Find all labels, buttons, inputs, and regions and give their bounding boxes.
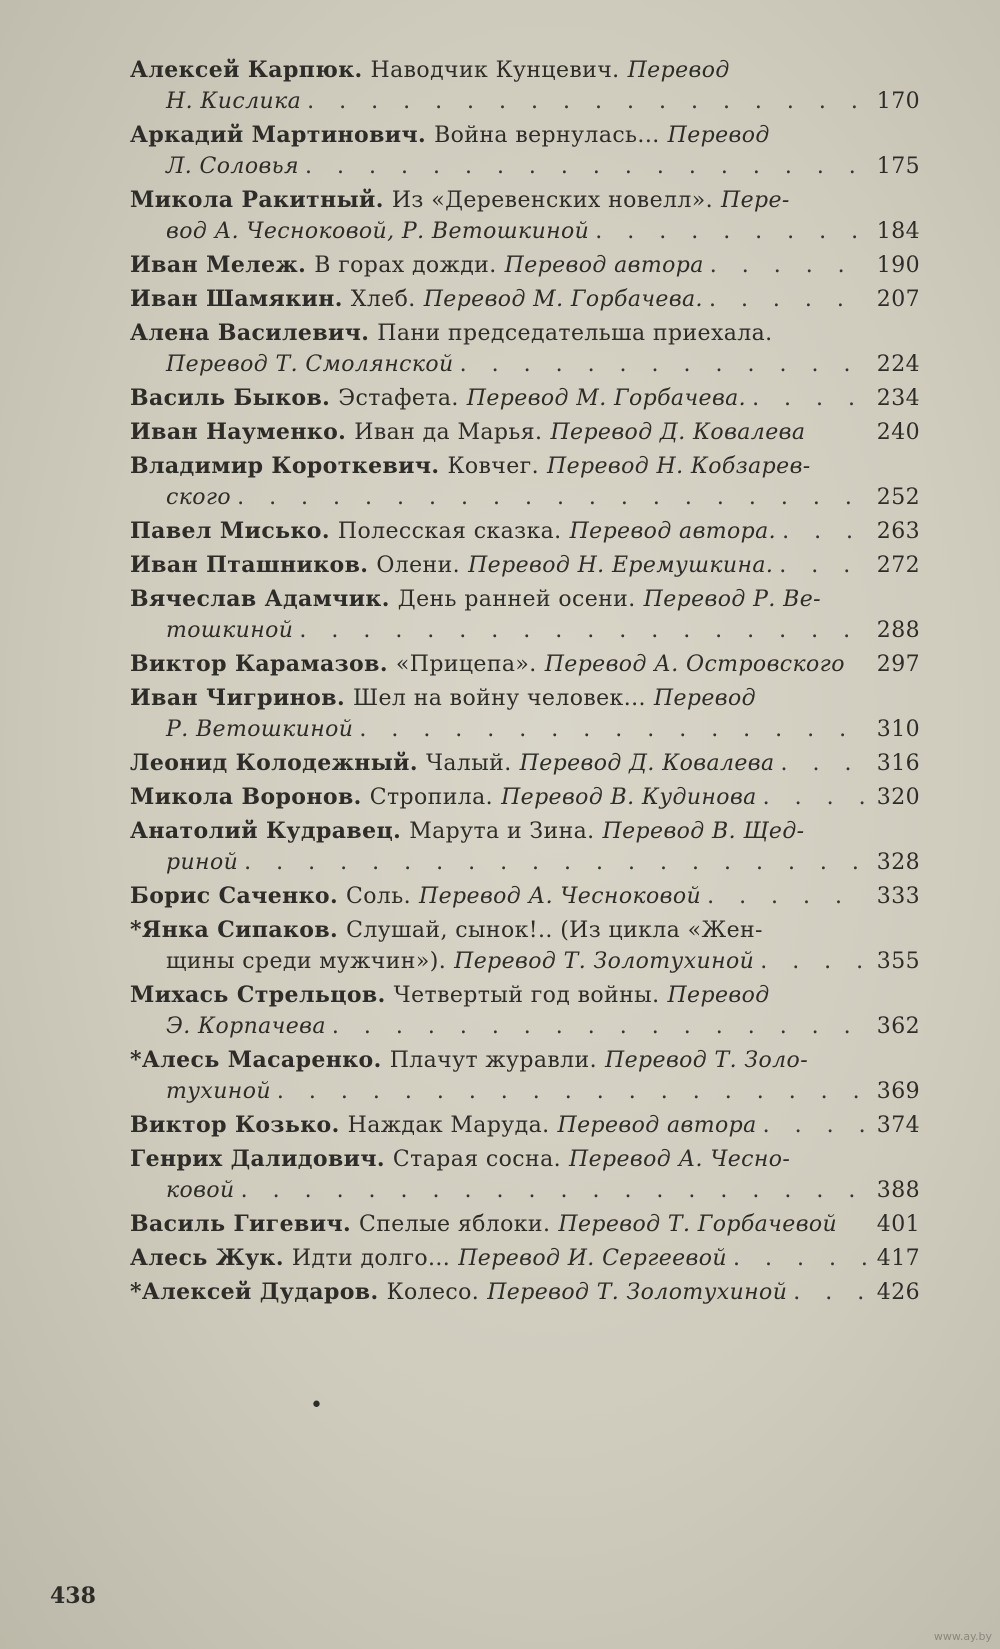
toc-line: [130, 816, 920, 847]
translator-credit: Э. Корпачева: [166, 1014, 326, 1039]
toc-page-number: 374: [876, 1113, 920, 1138]
work-title: Наждак Маруда.: [347, 1113, 550, 1138]
toc-continuation-line: [130, 946, 920, 977]
dot-leader: [595, 216, 866, 247]
toc-entry: [130, 782, 920, 813]
toc-page-number: 252: [876, 485, 920, 510]
translator-credit: Перевод автора: [557, 1113, 757, 1138]
watermark: www.ay.by: [933, 1630, 992, 1643]
toc-entry: [130, 649, 920, 680]
toc-line: [130, 284, 920, 315]
author-name: Анатолий Кудравец.: [130, 818, 402, 844]
dot-leader: [733, 1243, 866, 1274]
translator-credit: Н. Кислика: [166, 89, 302, 114]
author-name: *Янка Сипаков.: [130, 917, 339, 943]
translator-credit: Перевод Д. Ковалева: [550, 420, 806, 445]
work-title: Четвертый год войны.: [393, 983, 660, 1008]
translator-credit: Перевод: [667, 123, 770, 148]
work-title: Марута и Зина.: [409, 819, 595, 844]
toc-entry: [130, 185, 920, 247]
work-title: Старая сосна.: [392, 1147, 561, 1172]
author-name: Генрих Далидович.: [130, 1146, 385, 1172]
author-name: Виктор Карамазов.: [130, 651, 388, 677]
translator-credit: Перевод В. Кудинова: [501, 785, 757, 810]
author-name: Иван Чигринов.: [130, 685, 345, 711]
toc-line: [130, 649, 920, 680]
toc-line: [130, 1277, 920, 1308]
author-name: Иван Мележ.: [130, 252, 307, 278]
work-title: Соль.: [346, 884, 412, 909]
author-name: Виктор Козько.: [130, 1112, 340, 1138]
translator-credit: Перевод: [627, 58, 730, 83]
toc-entry: [130, 284, 920, 315]
toc-continuation-line: [130, 1175, 920, 1206]
dot-leader: [782, 516, 866, 547]
dot-leader: [237, 482, 866, 513]
translator-credit: Перевод автора.: [569, 519, 777, 544]
toc-entry: [130, 550, 920, 581]
toc-entry: [130, 1243, 920, 1274]
work-title: Полесская сказка.: [337, 519, 562, 544]
translator-credit: Перевод Р. Ве-: [643, 587, 821, 612]
toc-page-number: 263: [876, 519, 920, 544]
toc-page-number: 369: [876, 1079, 920, 1104]
author-name: Аркадий Мартинович.: [130, 122, 427, 148]
toc-page-number: 310: [876, 717, 920, 742]
author-name: Владимир Короткевич.: [130, 453, 440, 479]
work-title: Чалый.: [425, 751, 512, 776]
toc-page-number: 328: [876, 850, 920, 875]
toc-continuation-line: [130, 482, 920, 513]
translator-credit: Перевод Д. Ковалева: [519, 751, 775, 776]
author-name: Вячеслав Адамчик.: [130, 586, 390, 612]
toc-page-number: 184: [876, 219, 920, 244]
toc-line: [130, 417, 920, 448]
author-name: *Алесь Масаренко.: [130, 1047, 382, 1073]
toc-entry: [130, 1277, 920, 1308]
work-title: щины среди мужчин»).: [166, 949, 447, 974]
translator-credit: Перевод А. Чесно-: [568, 1147, 791, 1172]
translator-credit: Перевод В. Щед-: [602, 819, 805, 844]
toc-line: [130, 980, 920, 1011]
author-name: Михась Стрельцов.: [130, 982, 386, 1008]
toc-continuation-line: [130, 216, 920, 247]
author-name: Алексей Карпюк.: [130, 57, 363, 83]
toc-entry: [130, 1144, 920, 1206]
work-title: Война вернулась...: [434, 123, 660, 148]
toc-line: [130, 451, 920, 482]
author-name: Микола Ракитный.: [130, 187, 384, 213]
dot-leader: [332, 1011, 866, 1042]
toc-line: [130, 250, 920, 281]
table-of-contents: [130, 55, 920, 1311]
dot-leader: [779, 550, 866, 581]
translator-credit: Перевод Н. Еремушкина.: [468, 553, 774, 578]
toc-page-number: 170: [876, 89, 920, 114]
toc-entry: [130, 980, 920, 1042]
author-name: Леонид Колодежный.: [130, 750, 418, 776]
translator-credit: Перевод автора: [504, 253, 704, 278]
work-title: В горах дожди.: [314, 253, 497, 278]
work-title: Из «Деревенских новелл».: [391, 188, 713, 213]
translator-credit: Перевод Т. Горбачевой: [558, 1212, 838, 1237]
work-title: Шел на войну человек...: [353, 686, 646, 711]
toc-page-number: 388: [876, 1178, 920, 1203]
author-name: Иван Шамякин.: [130, 286, 343, 312]
dot-leader: [752, 383, 866, 414]
work-title: Плачут журавли.: [389, 1048, 598, 1073]
toc-entry: [130, 383, 920, 414]
author-name: *Алексей Дударов.: [130, 1279, 379, 1305]
toc-entry: [130, 516, 920, 547]
work-title: Стропила.: [369, 785, 494, 810]
toc-entry: [130, 250, 920, 281]
translator-credit: Перевод А. Островского: [544, 652, 845, 677]
translator-credit: Р. Ветошкиной: [166, 717, 354, 742]
toc-page-number: 417: [876, 1246, 920, 1271]
translator-credit: Перевод Н. Кобзарев-: [546, 454, 811, 479]
toc-entry: [130, 1110, 920, 1141]
work-title: Иван да Марья.: [354, 420, 543, 445]
translator-credit: Перевод: [653, 686, 756, 711]
dot-leader: [359, 714, 866, 745]
toc-page-number: 333: [876, 884, 920, 909]
dot-leader: [305, 151, 866, 182]
toc-page-number: 224: [876, 352, 920, 377]
toc-entry: [130, 417, 920, 448]
toc-line: [130, 1045, 920, 1076]
work-title: Колесо.: [386, 1280, 480, 1305]
toc-line: [130, 550, 920, 581]
toc-entry: [130, 1045, 920, 1107]
toc-continuation-line: [130, 714, 920, 745]
ink-dot: •: [310, 1393, 323, 1418]
translator-credit: Перевод Т. Смолянской: [166, 352, 454, 377]
translator-credit: ского: [166, 485, 232, 510]
dot-leader: [707, 881, 866, 912]
toc-page-number: 355: [876, 949, 920, 974]
toc-line: [130, 915, 920, 946]
toc-page-number: 297: [876, 652, 920, 677]
translator-credit: Л. Соловья: [166, 154, 300, 179]
dot-leader: [244, 847, 866, 878]
work-title: «Прицепа».: [395, 652, 537, 677]
translator-credit: тошкиной: [166, 618, 294, 643]
author-name: Алесь Жук.: [130, 1245, 284, 1271]
toc-line: [130, 55, 920, 86]
toc-entry: [130, 55, 920, 117]
translator-credit: Перевод Т. Золотухиной: [454, 949, 755, 974]
dot-leader: [710, 250, 866, 281]
page-number: 438: [50, 1583, 96, 1609]
toc-line: [130, 185, 920, 216]
work-title: Слушай, сынок!.. (Из цикла «Жен-: [346, 918, 763, 943]
toc-continuation-line: [130, 349, 920, 380]
translator-credit: ковой: [166, 1178, 235, 1203]
toc-continuation-line: [130, 847, 920, 878]
dot-leader: [781, 748, 866, 779]
work-title: Ковчег.: [447, 454, 539, 479]
work-title: Спелые яблоки.: [359, 1212, 551, 1237]
toc-page-number: 234: [876, 386, 920, 411]
dot-leader: [763, 782, 866, 813]
toc-page-number: 288: [876, 618, 920, 643]
toc-entry: [130, 451, 920, 513]
translator-credit: вод А. Чесноковой, Р. Ветошкиной: [166, 219, 590, 244]
dot-leader: [709, 284, 866, 315]
toc-line: [130, 881, 920, 912]
toc-line: [130, 683, 920, 714]
toc-page-number: 272: [876, 553, 920, 578]
author-name: Иван Пташников.: [130, 552, 369, 578]
toc-line: [130, 1144, 920, 1175]
toc-entry: [130, 584, 920, 646]
toc-page-number: 190: [876, 253, 920, 278]
author-name: Иван Науменко.: [130, 419, 347, 445]
translator-credit: Перевод Т. Золо-: [605, 1048, 809, 1073]
toc-entry: [130, 748, 920, 779]
toc-entry: [130, 915, 920, 977]
toc-page-number: 362: [876, 1014, 920, 1039]
work-title: Хлеб.: [350, 287, 416, 312]
toc-entry: [130, 683, 920, 745]
toc-entry: [130, 1209, 920, 1240]
toc-page-number: 175: [876, 154, 920, 179]
dot-leader: [760, 946, 866, 977]
toc-entry: [130, 816, 920, 878]
work-title: День ранней осени.: [397, 587, 636, 612]
dot-leader: [763, 1110, 866, 1141]
toc-line: [130, 584, 920, 615]
toc-page-number: 316: [876, 751, 920, 776]
toc-line: [130, 782, 920, 813]
dot-leader: [299, 615, 866, 646]
toc-continuation-line: [130, 1076, 920, 1107]
author-name: Павел Мисько.: [130, 518, 330, 544]
toc-line: [130, 383, 920, 414]
dot-leader: [277, 1076, 866, 1107]
work-title: Олени.: [376, 553, 461, 578]
toc-page-number: 240: [876, 420, 920, 445]
toc-continuation-line: [130, 86, 920, 117]
toc-entry: [130, 120, 920, 182]
toc-line: [130, 1243, 920, 1274]
translator-credit: Перевод М. Горбачева.: [423, 287, 703, 312]
dot-leader: [241, 1175, 866, 1206]
toc-line: [130, 1110, 920, 1141]
work-title: Пани председательша приехала.: [377, 321, 773, 346]
translator-credit: Перевод: [667, 983, 770, 1008]
author-name: Борис Саченко.: [130, 883, 339, 909]
translator-credit: Перевод М. Горбачева.: [466, 386, 747, 411]
toc-continuation-line: [130, 1011, 920, 1042]
author-name: Василь Гигевич.: [130, 1211, 352, 1237]
toc-line: [130, 318, 920, 349]
toc-continuation-line: [130, 615, 920, 646]
author-name: Микола Воронов.: [130, 784, 362, 810]
translator-credit: тухиной: [166, 1079, 271, 1104]
translator-credit: риной: [166, 850, 239, 875]
toc-page-number: 320: [876, 785, 920, 810]
toc-entry: [130, 881, 920, 912]
toc-page-number: 207: [876, 287, 920, 312]
translator-credit: Перевод Т. Золотухиной: [487, 1280, 788, 1305]
dot-leader: [460, 349, 866, 380]
work-title: Идти долго...: [291, 1246, 451, 1271]
translator-credit: Перевод И. Сергеевой: [458, 1246, 727, 1271]
toc-line: [130, 120, 920, 151]
author-name: Василь Быков.: [130, 385, 331, 411]
toc-page-number: 426: [876, 1280, 920, 1305]
toc-line: [130, 516, 920, 547]
toc-line: [130, 748, 920, 779]
work-title: Эстафета.: [338, 386, 459, 411]
dot-leader: [793, 1277, 866, 1308]
toc-line: [130, 1209, 920, 1240]
translator-credit: Перевод А. Чесноковой: [419, 884, 702, 909]
toc-continuation-line: [130, 151, 920, 182]
toc-entry: [130, 318, 920, 380]
author-name: Алена Василевич.: [130, 320, 370, 346]
work-title: Наводчик Кунцевич.: [370, 58, 620, 83]
toc-page-number: 401: [876, 1212, 920, 1237]
dot-leader: [307, 86, 866, 117]
translator-credit: Пере-: [721, 188, 790, 213]
